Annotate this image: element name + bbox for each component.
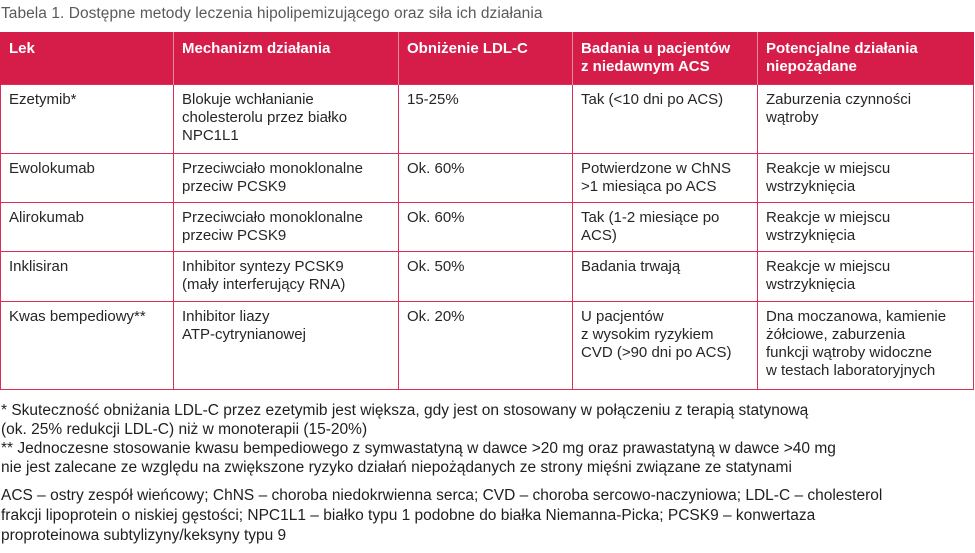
table-row (1, 203, 974, 252)
cell-ldl-reduction: Ok. 50% (399, 252, 573, 302)
footnotes (1, 401, 836, 477)
abbreviations (1, 486, 882, 546)
header-mechanism: Mechanizm działania (174, 33, 399, 85)
cell-drug: Inklisiran (1, 252, 174, 302)
abbreviation-line: ACS – ostry zespół wieńcowy; ChNS – choroba niedokrwienna serca; CVD – choroba sercowo-naczyniowa; LDL-C – cholesterol (1, 487, 883, 504)
header-ldl-reduction: Obniżenie LDL-C (399, 33, 573, 85)
cell-mechanism: Przeciwciało monoklonalne przeciw PCSK9 (174, 203, 399, 252)
cell-ldl-reduction: Ok. 60% (399, 203, 573, 252)
cell-studies: Tak (<10 dni po ACS) (573, 85, 758, 154)
header-adverse-effects: Potencjalne działania niepożądane (758, 33, 974, 85)
table-caption: Tabela 1. Dostępne metody leczenia hipolipemizującego oraz siła ich działania (1, 5, 543, 22)
cell-drug: Alirokumab (1, 203, 174, 252)
table-row (1, 85, 974, 154)
abbreviation-line: proproteinowa subtylizyny/keksyny typu 9 (1, 527, 287, 544)
table-row (1, 154, 974, 203)
cell-drug: Ezetymib* (1, 85, 174, 154)
table-row (1, 252, 974, 302)
cell-ldl-reduction: 15-25% (399, 85, 573, 154)
table-header-row (1, 33, 974, 85)
cell-drug: Kwas bempediowy** (1, 302, 174, 390)
cell-adverse-effects: Zaburzenia czynności wątroby (758, 85, 974, 154)
cell-mechanism: Inhibitor liazy ATP-cytrynianowej (174, 302, 399, 390)
footnote-line: nie jest zalecane ze względu na zwiększone ryzyko działań niepożądanych ze strony mięśni związane ze statynami (1, 459, 792, 476)
lipid-therapy-table (0, 32, 974, 390)
footnote-line: (ok. 25% redukcji LDL-C) niż w monoterapii (15-20%) (1, 421, 368, 438)
cell-adverse-effects: Reakcje w miejscu wstrzyknięcia (758, 252, 974, 302)
cell-mechanism: Inhibitor syntezy PCSK9 (mały interferujący RNA) (174, 252, 399, 302)
cell-mechanism: Przeciwciało monoklonalne przeciw PCSK9 (174, 154, 399, 203)
header-drug: Lek (1, 33, 174, 85)
cell-studies: Badania trwają (573, 252, 758, 302)
cell-ldl-reduction: Ok. 20% (399, 302, 573, 390)
cell-adverse-effects: Dna moczanowa, kamienie żółciowe, zaburzenia funkcji wątroby widoczne w testach laboratoryjnych (758, 302, 974, 390)
footnote-line: * Skuteczność obniżania LDL-C przez ezetymib jest większa, gdy jest on stosowany w połączeniu z terapią statynową (1, 402, 809, 419)
footnote-line: ** Jednoczesne stosowanie kwasu bempediowego z symwastatyną w dawce >20 mg oraz prawastatyną w dawce >40 mg (1, 440, 836, 457)
cell-adverse-effects: Reakcje w miejscu wstrzyknięcia (758, 203, 974, 252)
cell-ldl-reduction: Ok. 60% (399, 154, 573, 203)
cell-mechanism: Blokuje wchłanianie cholesterolu przez białko NPC1L1 (174, 85, 399, 154)
cell-studies: U pacjentów z wysokim ryzykiem CVD (>90 dni po ACS) (573, 302, 758, 390)
cell-studies: Potwierdzone w ChNS >1 miesiąca po ACS (573, 154, 758, 203)
abbreviation-line: frakcji lipoprotein o niskiej gęstości; NPC1L1 – białko typu 1 podobne do białka Niemanna-Picka; PCSK9 – konwertaza (1, 507, 816, 524)
cell-drug: Ewolokumab (1, 154, 174, 203)
table-row (1, 302, 974, 390)
header-studies: Badania u pacjentów z niedawnym ACS (573, 33, 758, 85)
cell-studies: Tak (1-2 miesiące po ACS) (573, 203, 758, 252)
cell-adverse-effects: Reakcje w miejscu wstrzyknięcia (758, 154, 974, 203)
